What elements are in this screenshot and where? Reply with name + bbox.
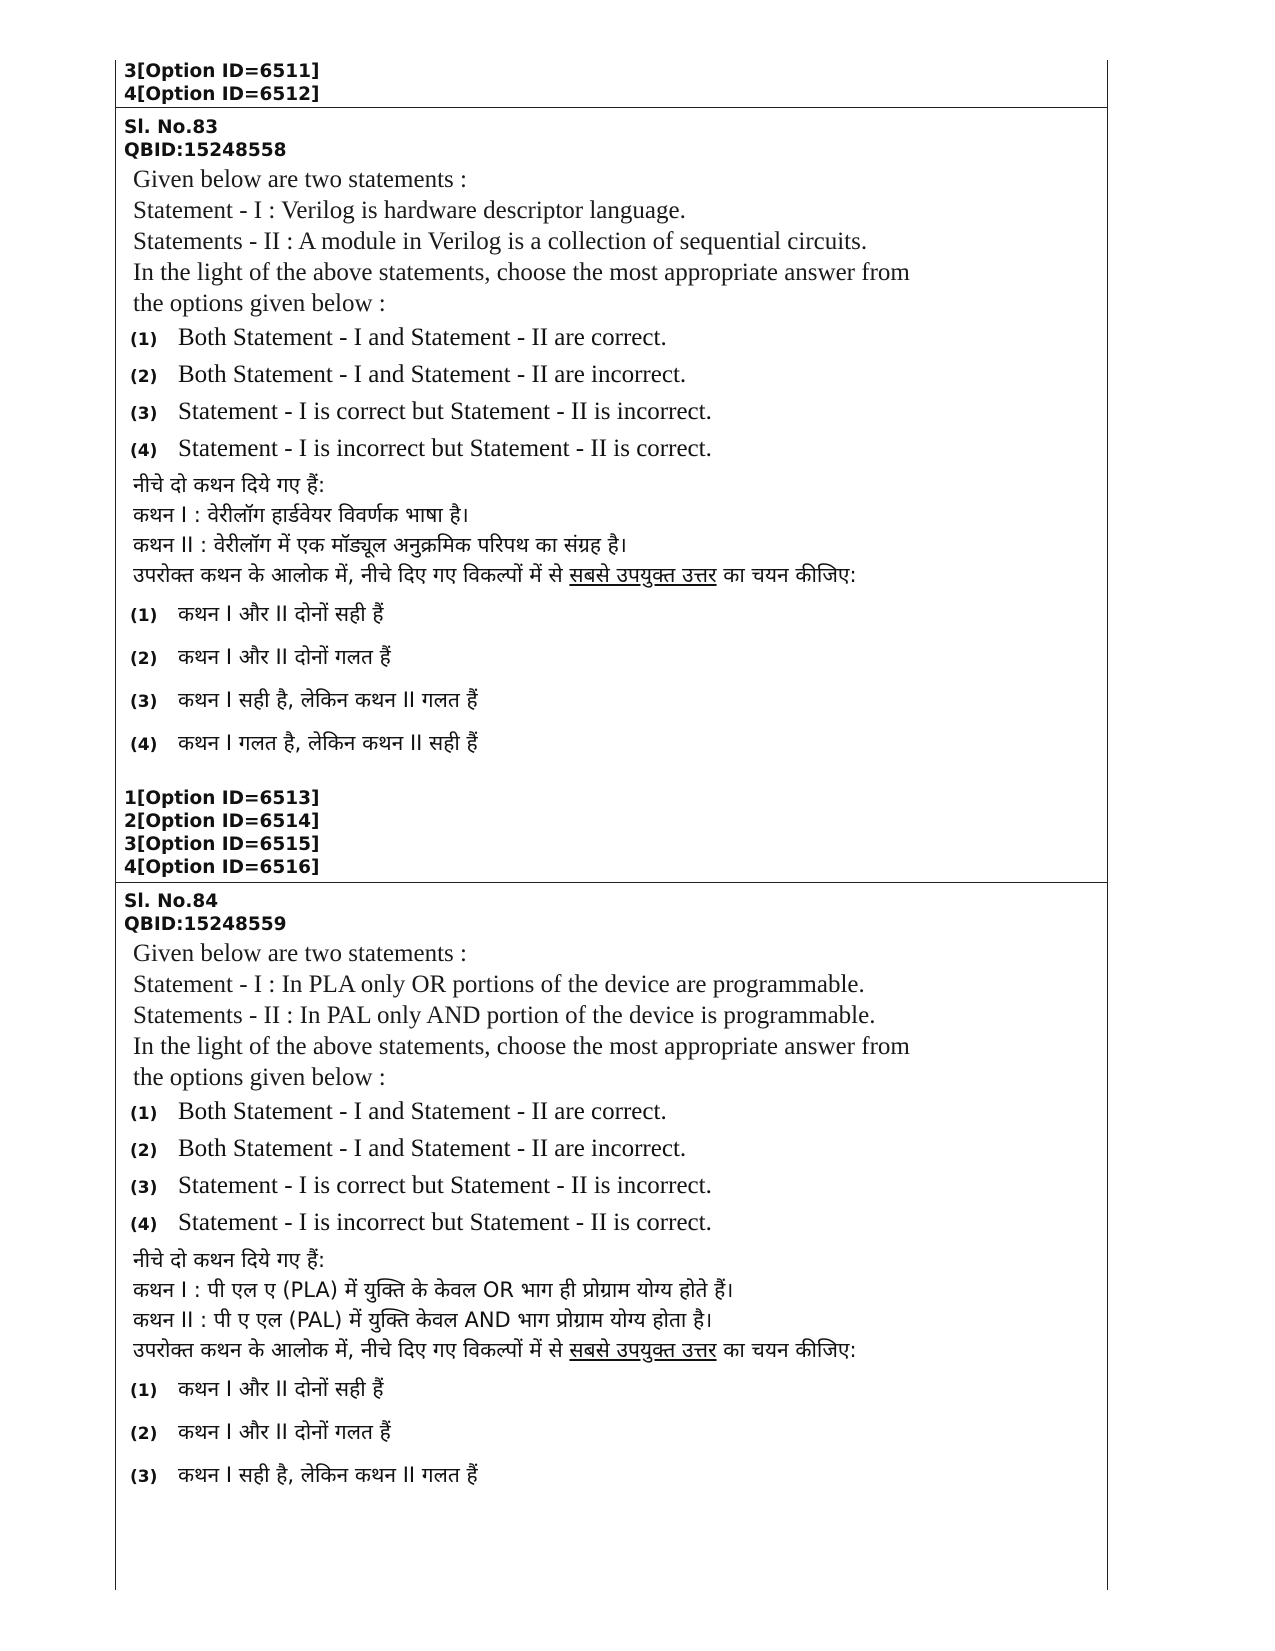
option-item: (2) कथन I और II दोनों गलत हैं — [130, 1420, 391, 1444]
question-stem-english: Given below are two statements : Statement - I : In PLA only OR portions of the device are programmable. Statements - II : In PAL only AND portion of the device is programmable. In the light of the above statements, choose the most appropriate answer from the options given below : — [133, 940, 910, 1091]
option-item: (2) Both Statement - I and Statement - II are incorrect. — [130, 361, 687, 388]
options-hindi — [116, 600, 1107, 772]
option-ids — [116, 787, 1107, 879]
previous-option-ids — [116, 60, 1107, 106]
option-item: (4) Statement - I is incorrect but Statement - II is correct. — [130, 1209, 712, 1236]
option-item: (3) कथन I सही है, लेकिन कथन II गलत हैं — [130, 688, 478, 712]
option-item: (1) कथन I और II दोनों सही हैं — [130, 602, 384, 626]
question-paper-frame — [115, 60, 1108, 1590]
question-stem-english: Given below are two statements : Statement - I : Verilog is hardware descriptor language. Statements - II : A module in Verilog is a collection of sequential circuits. In the light of the above statements, choose the most appropriate answer from the options given below : — [133, 166, 910, 317]
question-stem-hindi: नीचे दो कथन दिये गए हैं: कथन I : पी एल ए (PLA) में युक्ति के केवल OR भाग ही प्रोग्राम योग्य होते हैं। कथन II : पी ए एल (PAL) में युक्ति केवल AND भाग प्रोग्राम योग्य होता है। उपरोक्त कथन के आलोक में, नीचे दिए गए विकल्पों में से सबसे उपयुक्त उत्तर का चयन कीजिए: — [116, 1245, 1107, 1365]
qbid: QBID:15248558 — [124, 140, 287, 161]
option-item: (4) Statement - I is incorrect but Statement - II is correct. — [130, 435, 712, 462]
option-id-line: 3[Option ID=6515] — [124, 834, 320, 855]
options-english — [116, 324, 1107, 472]
option-item: (3) कथन I सही है, लेकिन कथन II गलत हैं — [130, 1463, 478, 1487]
option-item: (4) कथन I गलत है, लेकिन कथन II सही हैं — [130, 731, 478, 755]
option-id-line: 4[Option ID=6516] — [124, 857, 320, 878]
question-divider — [116, 107, 1107, 108]
instruction-hindi: उपरोक्त कथन के आलोक में, नीचे दिए गए विकल्पों में से सबसे उपयुक्त उत्तर का चयन कीजिए: — [133, 1338, 857, 1362]
question-83 — [116, 116, 1107, 162]
option-id-line: 1[Option ID=6513] — [124, 788, 320, 809]
question-stem-hindi: नीचे दो कथन दिये गए हैं: कथन I : वेरीलॉग हार्डवेयर विवर्णक भाषा है। कथन II : वेरीलॉग में एक मॉड्यूल अनुक्रमिक परिपथ का संग्रह है। उपरोक्त कथन के आलोक में, नीचे दिए गए विकल्पों में से सबसे उपयुक्त उत्तर का चयन कीजिए: — [116, 470, 1107, 590]
option-id-line: 3[Option ID=6511] — [124, 61, 320, 82]
option-item: (2) कथन I और II दोनों गलत हैं — [130, 645, 391, 669]
option-item: (2) Both Statement - I and Statement - II are incorrect. — [130, 1135, 687, 1162]
instruction-hindi: उपरोक्त कथन के आलोक में, नीचे दिए गए विकल्पों में से सबसे उपयुक्त उत्तर का चयन कीजिए: — [133, 563, 857, 587]
option-item: (3) Statement - I is correct but Statement - II is incorrect. — [130, 1172, 712, 1199]
option-id-line: 4[Option ID=6512] — [124, 84, 320, 105]
options-english — [116, 1098, 1107, 1246]
question-84 — [116, 890, 1107, 936]
serial-number: Sl. No.83 — [124, 117, 219, 138]
option-item: (3) Statement - I is correct but Statement - II is incorrect. — [130, 398, 712, 425]
option-item: (1) Both Statement - I and Statement - II are correct. — [130, 1098, 667, 1125]
serial-number: Sl. No.84 — [124, 891, 219, 912]
option-id-line: 2[Option ID=6514] — [124, 811, 320, 832]
question-divider — [116, 882, 1107, 883]
options-hindi — [116, 1375, 1107, 1504]
option-item: (1) Both Statement - I and Statement - II are correct. — [130, 324, 667, 351]
qbid: QBID:15248559 — [124, 914, 287, 935]
option-item: (1) कथन I और II दोनों सही हैं — [130, 1377, 384, 1401]
